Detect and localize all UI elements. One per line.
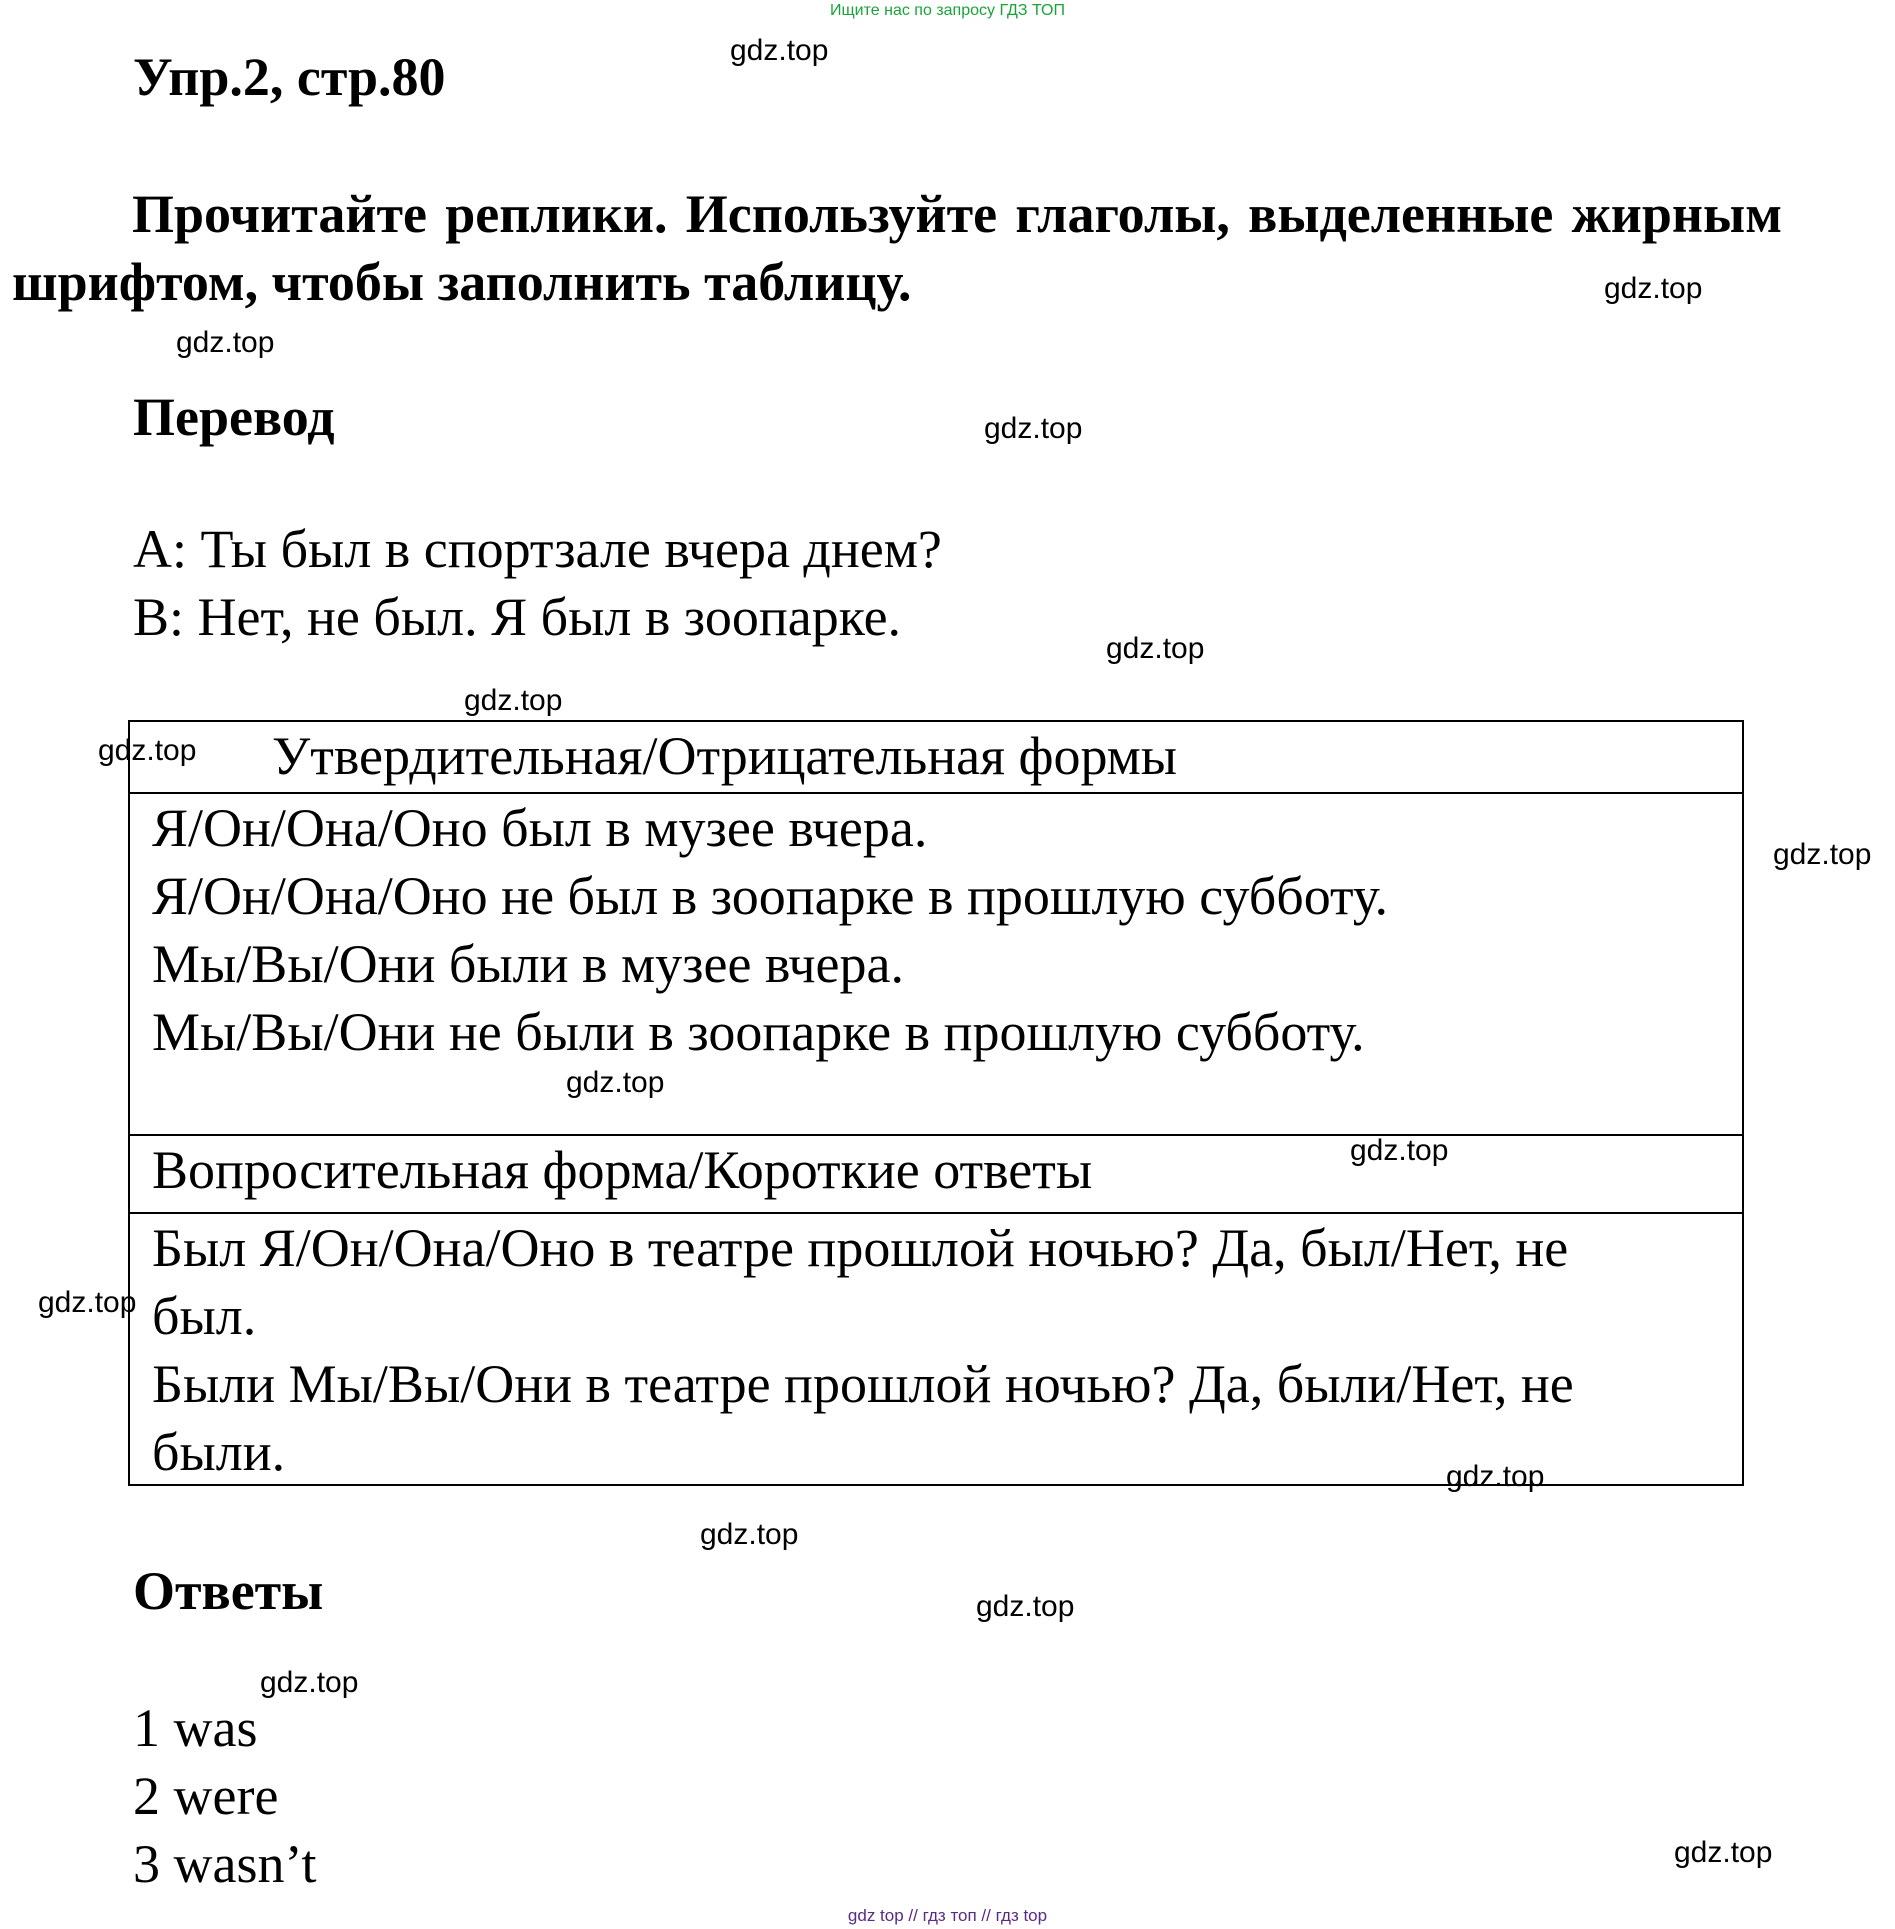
task-instruction: Прочитайте реплики. Используйте глаголы, выделенные жирным шрифтом, чтобы заполнить таблицу. [12,184,1782,312]
watermark: gdz.top [38,1286,137,1319]
table-row: Мы/Вы/Они были в музее вчера. [152,934,904,994]
list-item: 2 were [133,1766,279,1826]
dialog-line-a: A: Ты был в спортзале вчера днем? [133,519,942,579]
table-section-question-title: Вопросительная форма/Короткие ответы [152,1140,1093,1200]
table-row: был. [152,1286,257,1346]
watermark: gdz.top [1446,1460,1545,1493]
answers-heading: Ответы [133,1561,324,1621]
watermark: gdz.top [976,1590,1075,1623]
watermark: gdz.top [1604,272,1703,305]
dialog-line-b: B: Нет, не был. Я был в зоопарке. [133,587,902,647]
table-row: были. [152,1422,286,1482]
watermark: gdz.top [464,684,563,717]
watermark: gdz.top [1106,632,1205,665]
list-item: 3 wasn’t [133,1834,317,1894]
watermark: gdz.top [984,412,1083,445]
footer-links[interactable]: gdz top // гдз топ // гдз top [847,1906,1048,1925]
table-row: Был Я/Он/Она/Оно в театре прошлой ночью? Да, был/Нет, не [152,1218,1569,1278]
watermark: gdz.top [730,34,829,67]
watermark: gdz.top [176,326,275,359]
table-row: Мы/Вы/Они не были в зоопарке в прошлую субботу. [152,1002,1365,1062]
table-section-affirmative-body [152,794,1388,1066]
table-row: Я/Он/Она/Оно был в музее вчера. [152,798,928,858]
table-row: Были Мы/Вы/Они в театре прошлой ночью? Да, были/Нет, не [152,1354,1574,1414]
watermark: gdz.top [1350,1134,1449,1167]
page-title: Упр.2, стр.80 [133,47,446,107]
watermark: gdz.top [700,1518,799,1551]
watermark: gdz.top [1674,1836,1773,1869]
watermark: gdz.top [1773,838,1872,871]
watermark: gdz.top [260,1666,359,1699]
table-section-affirmative-title: Утвердительная/Отрицательная формы [272,726,1178,786]
top-search-banner[interactable]: Ищите нас по запросу ГДЗ ТОП [830,2,1065,19]
answers-list [133,1694,317,1898]
table-section-question-body [152,1214,1574,1486]
list-item: 1 was [133,1698,258,1758]
watermark: gdz.top [566,1066,665,1099]
table-row: Я/Он/Она/Оно не был в зоопарке в прошлую субботу. [152,866,1389,926]
grammar-table [128,720,1744,1486]
translation-heading: Перевод [133,387,335,447]
watermark: gdz.top [98,734,197,767]
